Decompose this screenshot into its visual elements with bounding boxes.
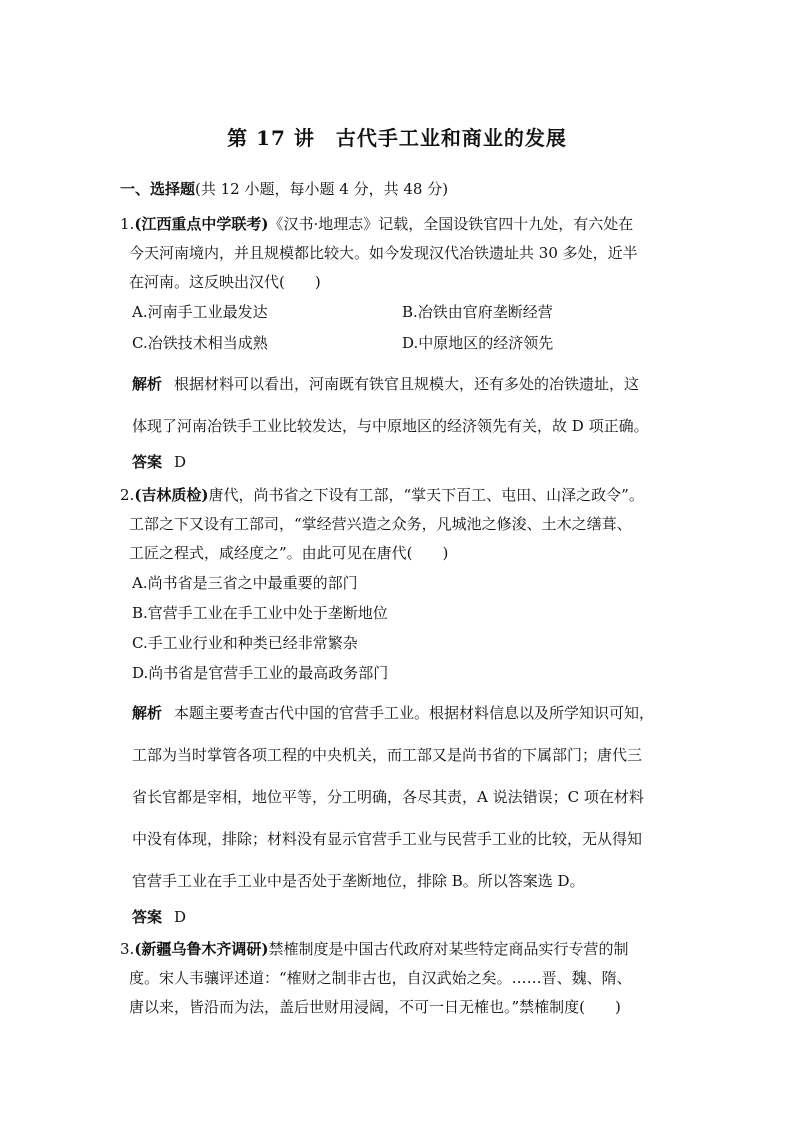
option-d: D.中原地区的经济领先 bbox=[402, 334, 554, 352]
analysis bbox=[120, 692, 680, 902]
analysis-line: 中没有体现，排除；材料没有显示官营手工业与民营手工业的比较，无从得知 bbox=[132, 830, 643, 848]
options bbox=[120, 297, 680, 359]
answer-value: D bbox=[174, 453, 187, 471]
question-line: 度。宋人韦骧评述道：“榷财之制非古也，自汉武始之矣。……晋、魏、隋、 bbox=[129, 969, 632, 987]
question-source: (新疆乌鲁木齐调研) bbox=[134, 940, 269, 958]
page-title: 第 17 讲 古代手工业和商业的发展 bbox=[227, 126, 567, 150]
answer-label: 答案 bbox=[132, 453, 163, 471]
analysis-label: 解析 bbox=[132, 704, 163, 722]
option-b: B.冶铁由官府垄断经营 bbox=[402, 303, 553, 321]
analysis-line: 体现了河南冶铁手工业比较发达，与中原地区的经济领先有关，故 D 项正确。 bbox=[132, 417, 649, 435]
answer-label: 答案 bbox=[132, 908, 163, 926]
question-line: 工部之下又设有工部司，“掌经营兴造之众务，凡城池之修浚、土木之缮葺、 bbox=[129, 515, 632, 533]
option-b: B.官营手工业在手工业中处于垄断地位 bbox=[132, 604, 388, 622]
question-stem bbox=[120, 210, 680, 297]
question-line: 工匠之程式，咸经度之”。由此可见在唐代( ) bbox=[129, 544, 449, 562]
section-heading bbox=[120, 178, 448, 199]
question-number: 3. bbox=[120, 940, 135, 958]
options bbox=[120, 568, 680, 688]
option-c: C.手工业行业和种类已经非常繁杂 bbox=[132, 634, 358, 652]
analysis-line: 工部为当时掌管各项工程的中央机关，而工部又是尚书省的下属部门；唐代三 bbox=[132, 746, 643, 764]
option-c: C.冶铁技术相当成熟 bbox=[132, 334, 268, 352]
analysis bbox=[120, 363, 680, 447]
question-source: (江西重点中学联考) bbox=[134, 215, 269, 233]
option-a: A.尚书省是三省之中最重要的部门 bbox=[132, 574, 358, 592]
analysis-line: 本题主要考查古代中国的官营手工业。根据材料信息以及所学知识可知， bbox=[174, 704, 655, 722]
analysis-line: 官营手工业在手工业中是否处于垄断地位，排除 B。所以答案选 D。 bbox=[132, 872, 585, 890]
answer bbox=[120, 902, 680, 932]
question-line: 禁榷制度是中国古代政府对某些特定商品实行专营的制 bbox=[268, 940, 629, 958]
answer-value: D bbox=[174, 908, 187, 926]
question-source: (吉林质检) bbox=[134, 486, 209, 504]
analysis-line: 省长官都是宰相，地位平等，分工明确，各尽其责，A 说法错误；C 项在材料 bbox=[132, 788, 644, 806]
option-a: A.河南手工业最发达 bbox=[132, 303, 268, 321]
question-stem bbox=[120, 481, 680, 568]
question-number: 1. bbox=[120, 215, 135, 233]
question-stem bbox=[120, 935, 680, 1022]
question-line: 唐以来，皆沿而为法，盖后世财用浸阔，不可一日无榷也。”禁榷制度( ) bbox=[129, 998, 621, 1016]
question-2 bbox=[120, 481, 680, 932]
question-line: 今天河南境内，并且规模都比较大。如今发现汉代冶铁遗址共 30 多处，近半 bbox=[129, 244, 638, 262]
question-line: 在河南。这反映出汉代( ) bbox=[129, 273, 321, 291]
question-line: 《汉书·地理志》记载，全国设铁官四十九处，有六处在 bbox=[268, 215, 634, 233]
question-line: 唐代，尚书省之下设有工部，“掌天下百工、屯田、山泽之政令”。 bbox=[208, 486, 644, 504]
section-note: (共 12 小题，每小题 4 分，共 48 分) bbox=[195, 180, 449, 198]
answer bbox=[120, 447, 680, 477]
question-3 bbox=[120, 935, 680, 1022]
analysis-label: 解析 bbox=[132, 375, 163, 393]
question-1 bbox=[120, 210, 680, 477]
option-d: D.尚书省是官营手工业的最高政务部门 bbox=[132, 664, 389, 682]
section-heading-text: 一、选择题 bbox=[120, 180, 196, 198]
analysis-line: 根据材料可以看出，河南既有铁官且规模大，还有多处的冶铁遗址，这 bbox=[174, 375, 640, 393]
question-number: 2. bbox=[120, 486, 135, 504]
